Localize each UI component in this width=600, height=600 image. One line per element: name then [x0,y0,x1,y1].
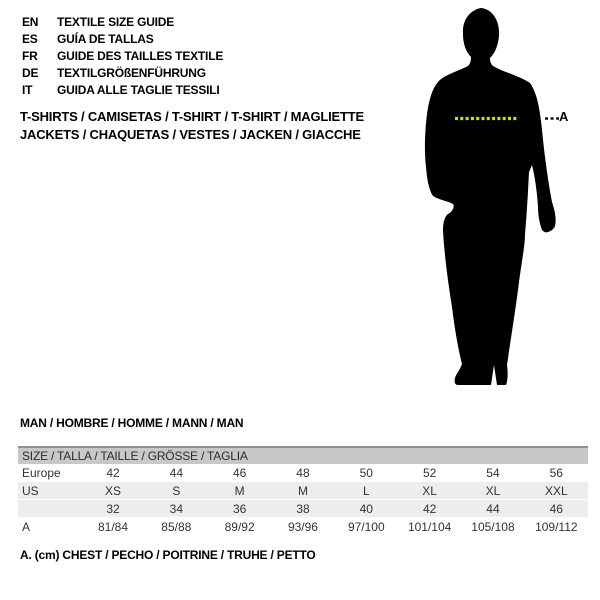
row-label: Europe [18,464,81,482]
product-line-tshirts: T-SHIRTS / CAMISETAS / T-SHIRT / T-SHIRT / MAGLIETTE [20,109,364,124]
size-cell: 42 [398,500,461,518]
section-title-man: MAN / HOMBRE / HOMME / MANN / MAN [20,416,244,430]
language-label: TEXTILE SIZE GUIDE [57,15,175,29]
measure-a-label: A [559,109,569,124]
language-code: EN [22,15,39,29]
product-type-lines [20,108,364,144]
size-cell: M [271,482,334,500]
product-line-jackets: JACKETS / CHAQUETAS / VESTES / JACKEN / GIACCHE [20,127,361,142]
size-cell: 32 [81,500,144,518]
size-cell: XS [81,482,144,500]
size-cell: 52 [398,464,461,482]
size-cell: 44 [145,464,208,482]
size-table [18,446,588,536]
size-cell: 97/100 [335,518,398,536]
row-label [18,500,81,518]
size-cell: L [335,482,398,500]
table-row [18,464,588,482]
size-cell: 85/88 [145,518,208,536]
size-cell: 44 [461,500,524,518]
size-cell: 54 [461,464,524,482]
language-label: GUIDA ALLE TAGLIE TESSILI [57,83,220,97]
size-cell: 36 [208,500,271,518]
size-cell: M [208,482,271,500]
size-cell: XL [398,482,461,500]
language-row [22,82,223,99]
size-cell: 89/92 [208,518,271,536]
language-row [22,65,223,82]
size-cell: XXL [525,482,588,500]
language-label: GUÍA DE TALLAS [57,32,154,46]
language-code: DE [22,66,39,80]
language-code: IT [22,83,33,97]
size-cell: XL [461,482,524,500]
size-cell: S [145,482,208,500]
size-cell: 109/112 [525,518,588,536]
table-row [18,518,588,536]
language-code: ES [22,32,38,46]
language-row [22,31,223,48]
size-cell: 105/108 [461,518,524,536]
language-list [22,14,223,99]
language-code: FR [22,49,38,63]
size-cell: 48 [271,464,334,482]
size-cell: 34 [145,500,208,518]
size-cell: 40 [335,500,398,518]
size-table-header-row [18,447,588,464]
size-cell: 101/104 [398,518,461,536]
man-silhouette-figure [408,2,578,394]
size-table-header: SIZE / TALLA / TAILLE / GRÖSSE / TAGLIA [18,447,588,464]
row-label: US [18,482,81,500]
language-label: TEXTILGRÖßENFÜHRUNG [57,66,206,80]
row-label: A [18,518,81,536]
table-row [18,482,588,500]
man-silhouette-shape [425,8,556,385]
language-label: GUIDE DES TAILLES TEXTILE [57,49,224,63]
size-cell: 42 [81,464,144,482]
measurement-footnote: A. (cm) CHEST / PECHO / POITRINE / TRUHE / PETTO [20,548,316,562]
size-cell: 50 [335,464,398,482]
size-cell: 56 [525,464,588,482]
size-cell: 46 [525,500,588,518]
table-row [18,500,588,518]
size-cell: 38 [271,500,334,518]
size-cell: 46 [208,464,271,482]
language-row [22,48,223,65]
size-cell: 81/84 [81,518,144,536]
size-cell: 93/96 [271,518,334,536]
language-row [22,14,223,31]
